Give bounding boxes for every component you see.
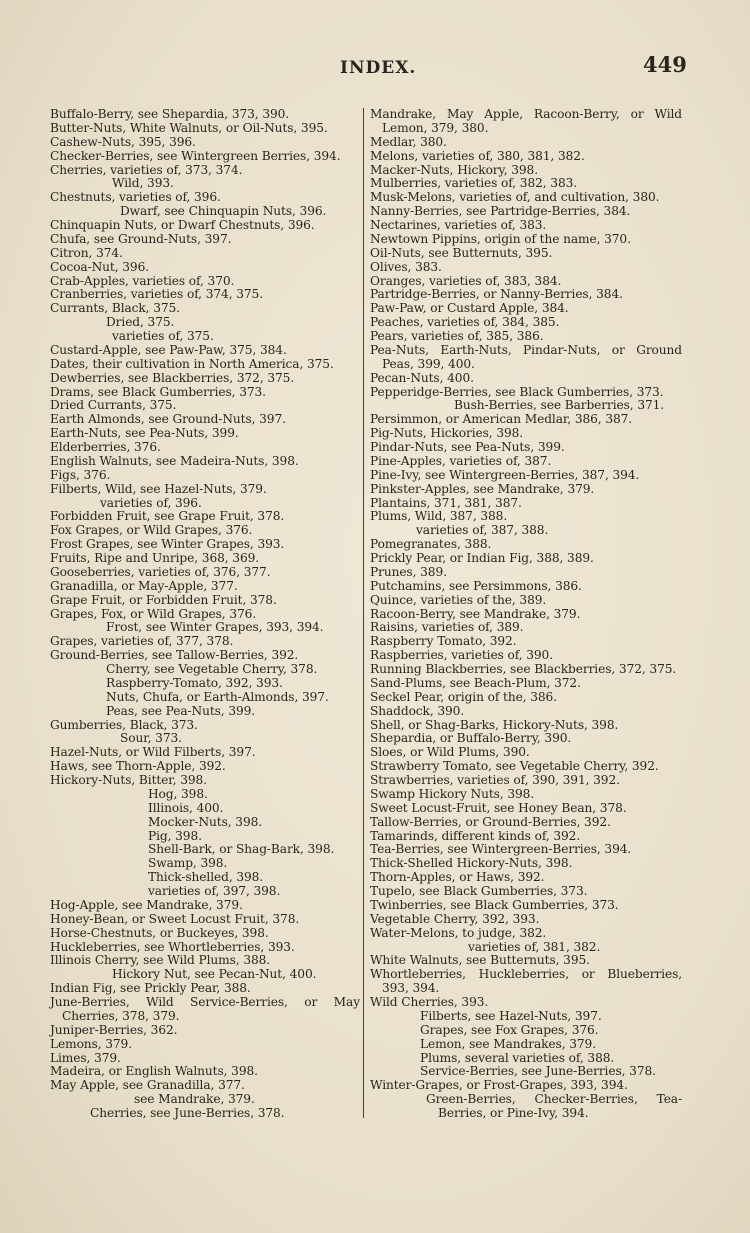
index-entry <box>370 691 682 705</box>
index-entry <box>50 177 360 191</box>
index-entry-text: Figs, 376. <box>50 467 111 482</box>
index-entry-text: Forbidden Fruit, see Grape Fruit, 378. <box>50 509 285 524</box>
index-entry-text: Pepperidge-Berries, see Black Gumberries, 373. <box>370 384 664 399</box>
index-entry <box>370 399 682 413</box>
index-entry-text: Limes, 379. <box>50 1050 121 1065</box>
index-entry <box>370 830 682 844</box>
page-number: 449 <box>643 52 687 77</box>
index-entry-text: Pinkster-Apples, see Mandrake, 379. <box>370 481 595 496</box>
column-divider <box>363 108 364 1118</box>
index-entry <box>370 469 682 483</box>
index-entry-text: June-Berries, Wild Service-Berries, or May Cherries, 378, 379. <box>50 995 360 1023</box>
index-entry <box>50 1038 360 1052</box>
index-entry <box>370 843 682 857</box>
index-entry-text: Dwarf, see Chinquapin Nuts, 396. <box>120 204 327 219</box>
index-entry <box>50 996 360 1024</box>
index-entry-text: Chinquapin Nuts, or Dwarf Chestnuts, 396. <box>50 218 315 232</box>
index-entry-text: Crab-Apples, varieties of, 370. <box>50 273 235 288</box>
index-entry <box>50 913 360 927</box>
index-entry <box>370 136 682 150</box>
index-entry <box>370 205 682 219</box>
index-entry-text: Juniper-Berries, 362. <box>50 1022 178 1037</box>
index-entry-text: Strawberry Tomato, see Vegetable Cherry, 392. <box>370 759 659 774</box>
index-entry <box>50 150 360 164</box>
index-entry <box>370 150 682 164</box>
index-entry <box>50 732 360 746</box>
index-entry <box>370 802 682 816</box>
index-entry <box>370 635 682 649</box>
index-entry-text: Olives, 383. <box>370 259 442 274</box>
index-entry <box>50 524 360 538</box>
index-entry-text: Strawberries, varieties of, 390, 391, 392. <box>370 773 620 787</box>
index-entry <box>50 899 360 913</box>
index-entry <box>50 372 360 386</box>
index-entry <box>370 164 682 178</box>
index-entry-text: Dried, 375. <box>106 315 175 330</box>
index-entry <box>50 469 360 483</box>
index-entry <box>370 510 682 524</box>
index-entry <box>50 788 360 802</box>
index-entry <box>50 233 360 247</box>
index-entry <box>370 330 682 344</box>
index-entry <box>50 510 360 524</box>
index-entry-text: Pecan-Nuts, 400. <box>370 370 474 385</box>
index-entry-text: Grapes, see Fox Grapes, 376. <box>420 1022 599 1037</box>
index-entry-text: Custard-Apple, see Paw-Paw, 375, 384. <box>50 342 287 357</box>
index-entry-text: Buffalo-Berry, see Shepardia, 373, 390. <box>50 107 290 121</box>
index-entry-text: Mocker-Nuts, 398. <box>148 814 263 829</box>
index-entry <box>50 330 360 344</box>
index-entry <box>50 441 360 455</box>
index-entry <box>370 177 682 191</box>
index-entry-text: May Apple, see Granadilla, 377. <box>50 1078 245 1093</box>
index-entry-text: Shaddock, 390. <box>370 703 465 718</box>
index-entry <box>370 413 682 427</box>
index-entry-text: Sand-Plums, see Beach-Plum, 372. <box>370 675 581 690</box>
index-entry-text: Raspberry Tomato, 392. <box>370 634 517 649</box>
index-entry-text: Nectarines, varieties of, 383. <box>370 218 547 232</box>
index-entry <box>50 566 360 580</box>
index-entry <box>50 136 360 150</box>
index-entry <box>50 427 360 441</box>
index-entry <box>370 344 682 372</box>
index-entry-text: Grapes, varieties of, 377, 378. <box>50 634 234 649</box>
index-entry-text: Putchamins, see Persimmons, 386. <box>370 578 582 593</box>
index-entry <box>50 316 360 330</box>
index-entry <box>370 1079 682 1093</box>
index-entry <box>50 621 360 635</box>
index-entry <box>50 580 360 594</box>
index-entry-text: Plantains, 371, 381, 387. <box>370 495 522 510</box>
index-entry-text: Plums, Wild, 387, 388. <box>370 509 508 524</box>
index-entry <box>50 594 360 608</box>
index-entry-text: Hog-Apple, see Mandrake, 379. <box>50 897 243 912</box>
index-entry-text: Sour, 373. <box>120 731 182 746</box>
index-entry-text: Pindar-Nuts, see Pea-Nuts, 399. <box>370 440 565 454</box>
index-entry-text: Water-Melons, to judge, 382. <box>370 925 547 940</box>
index-entry <box>50 108 360 122</box>
index-entry <box>370 316 682 330</box>
index-entry-text: Granadilla, or May-Apple, 377. <box>50 578 238 593</box>
index-entry-text: Grapes, Fox, or Wild Grapes, 376. <box>50 606 257 621</box>
index-entry <box>370 372 682 386</box>
index-entry-text: Fox Grapes, or Wild Grapes, 376. <box>50 523 253 538</box>
index-entry-text: White Walnuts, see Butternuts, 395. <box>370 953 590 968</box>
index-entry-text: Macker-Nuts, Hickory, 398. <box>370 162 538 177</box>
index-entry <box>370 108 682 136</box>
index-entry-text: Ground-Berries, see Tallow-Berries, 392. <box>50 648 299 663</box>
index-entry-text: Cherry, see Vegetable Cherry, 378. <box>106 662 318 676</box>
index-entry <box>50 982 360 996</box>
index-entry <box>370 732 682 746</box>
index-entry <box>50 816 360 830</box>
index-entry-text: Hazel-Nuts, or Wild Filberts, 397. <box>50 745 256 760</box>
index-entry-text: Nanny-Berries, see Partridge-Berries, 384. <box>370 204 631 219</box>
index-entry-text: Thorn-Apples, or Haws, 392. <box>370 870 545 885</box>
index-entry-text: Chufa, see Ground-Nuts, 397. <box>50 231 232 246</box>
index-entry <box>50 1079 360 1093</box>
index-entry-text: Winter-Grapes, or Frost-Grapes, 393, 394. <box>370 1078 628 1093</box>
index-entry-text: Tupelo, see Black Gumberries, 373. <box>370 884 588 898</box>
index-entry-text: Raspberries, varieties of, 390. <box>370 648 553 663</box>
index-entry-text: Madeira, or English Walnuts, 398. <box>50 1064 258 1079</box>
index-entry-text: Haws, see Thorn-Apple, 392. <box>50 759 226 774</box>
index-entry-text: Musk-Melons, varieties of, and cultivation, 380. <box>370 190 660 205</box>
index-entry <box>50 663 360 677</box>
index-entry-text: Pine-Ivy, see Wintergreen-Berries, 387, 394. <box>370 467 640 482</box>
index-entry <box>370 857 682 871</box>
index-entry-text: Plums, several varieties of, 388. <box>420 1050 615 1065</box>
index-entry-text: Grape Fruit, or Forbidden Fruit, 378. <box>50 592 277 607</box>
index-entry <box>370 996 682 1010</box>
index-entry-text: Horse-Chestnuts, or Buckeyes, 398. <box>50 925 269 940</box>
index-entry <box>50 1093 360 1107</box>
index-entry <box>50 164 360 178</box>
index-entry-text: Pig-Nuts, Hickories, 398. <box>370 426 524 441</box>
index-entry-text: Honey-Bean, or Sweet Locust Fruit, 378. <box>50 911 300 926</box>
index-column-left <box>50 108 360 1121</box>
index-entry <box>370 441 682 455</box>
index-entry <box>370 760 682 774</box>
index-entry <box>370 885 682 899</box>
index-entry-text: Frost Grapes, see Winter Grapes, 393. <box>50 537 285 552</box>
index-entry <box>50 968 360 982</box>
index-entry-text: Nuts, Chufa, or Earth-Almonds, 397. <box>106 689 329 704</box>
index-entry <box>370 566 682 580</box>
index-entry <box>50 191 360 205</box>
index-entry-text: Melons, varieties of, 380, 381, 382. <box>370 148 585 163</box>
index-entry-text: Oranges, varieties of, 383, 384. <box>370 273 562 288</box>
index-entry <box>370 275 682 289</box>
index-entry-text: Twinberries, see Black Gumberries, 373. <box>370 897 619 912</box>
index-entry <box>50 635 360 649</box>
index-entry-text: Newtown Pippins, origin of the name, 370. <box>370 231 631 246</box>
index-entry <box>50 774 360 788</box>
index-entry-text: Service-Berries, see June-Berries, 378. <box>420 1064 656 1079</box>
index-entry <box>370 594 682 608</box>
index-entry-text: Medlar, 380. <box>370 134 447 149</box>
index-entry <box>50 302 360 316</box>
index-entry <box>370 261 682 275</box>
index-entry <box>370 1024 682 1038</box>
index-entry-text: varieties of, 387, 388. <box>416 523 549 538</box>
index-entry-text: Persimmon, or American Medlar, 386, 387. <box>370 412 633 427</box>
index-entry <box>370 386 682 400</box>
index-entry-text: Pears, varieties of, 385, 386. <box>370 329 544 343</box>
index-entry <box>370 1065 682 1079</box>
index-entry <box>50 399 360 413</box>
index-entry-text: Cashew-Nuts, 395, 396. <box>50 134 196 149</box>
index-entry-text: Mulberries, varieties of, 382, 383. <box>370 176 578 191</box>
index-entry <box>50 857 360 871</box>
index-entry <box>50 344 360 358</box>
index-entry-text: Citron, 374. <box>50 245 123 260</box>
index-entry <box>370 233 682 247</box>
index-entry-text: Pine-Apples, varieties of, 387. <box>370 453 552 468</box>
index-entry-text: varieties of, 381, 382. <box>468 939 601 954</box>
index-entry <box>370 247 682 261</box>
index-entry-text: Sloes, or Wild Plums, 390. <box>370 745 530 760</box>
index-entry <box>370 1038 682 1052</box>
index-entry <box>370 913 682 927</box>
index-entry-text: Hickory Nut, see Pecan-Nut, 400. <box>112 967 317 982</box>
index-entry-text: Cocoa-Nut, 396. <box>50 259 150 274</box>
index-entry <box>370 649 682 663</box>
index-entry-text: Sweet Locust-Fruit, see Honey Bean, 378. <box>370 800 627 815</box>
index-entry <box>370 1010 682 1024</box>
index-entry-text: Paw-Paw, or Custard Apple, 384. <box>370 301 569 316</box>
index-entry <box>370 941 682 955</box>
index-entry <box>50 358 360 372</box>
index-entry <box>50 386 360 400</box>
index-entry-text: Dried Currants, 375. <box>50 398 177 413</box>
index-entry <box>50 483 360 497</box>
index-entry <box>50 705 360 719</box>
index-entry <box>50 760 360 774</box>
index-entry <box>370 219 682 233</box>
index-entry-text: Swamp Hickory Nuts, 398. <box>370 786 535 801</box>
index-entry-text: Vegetable Cherry, 392, 393. <box>370 911 540 926</box>
index-entry <box>370 455 682 469</box>
index-entry <box>50 1052 360 1066</box>
index-entry-text: Filberts, Wild, see Hazel-Nuts, 379. <box>50 481 267 496</box>
index-entry <box>370 288 682 302</box>
index-entry <box>370 899 682 913</box>
index-entry-text: Wild, 393. <box>112 176 174 191</box>
index-entry <box>370 954 682 968</box>
index-entry-text: Quince, varieties of the, 389. <box>370 592 547 607</box>
index-entry <box>370 538 682 552</box>
index-entry <box>50 802 360 816</box>
index-entry <box>50 608 360 622</box>
index-entry-text: Cherries, varieties of, 373, 374. <box>50 162 243 177</box>
index-entry-text: Oil-Nuts, see Butternuts, 395. <box>370 245 553 260</box>
index-entry <box>370 816 682 830</box>
index-entry <box>50 746 360 760</box>
index-entry-text: Cherries, see June-Berries, 378. <box>90 1106 285 1120</box>
index-entry-text: varieties of, 375. <box>112 329 214 343</box>
index-entry-text: Thick-Shelled Hickory-Nuts, 398. <box>370 856 573 871</box>
index-entry-text: Seckel Pear, origin of the, 386. <box>370 689 557 704</box>
index-entry-text: Gumberries, Black, 373. <box>50 717 198 732</box>
index-entry <box>50 275 360 289</box>
index-entry <box>50 885 360 899</box>
index-entry <box>50 1065 360 1079</box>
index-entry <box>370 524 682 538</box>
index-entry <box>370 663 682 677</box>
index-entry <box>50 677 360 691</box>
index-entry-text: Green-Berries, Checker-Berries, Tea-Berries, or Pine-Ivy, 394. <box>426 1092 682 1120</box>
index-entry <box>370 608 682 622</box>
index-entry-text: Hickory-Nuts, Bitter, 398. <box>50 773 207 787</box>
index-column-right <box>370 108 682 1121</box>
index-entry <box>370 788 682 802</box>
index-entry-text: Partridge-Berries, or Nanny-Berries, 384. <box>370 287 623 302</box>
index-entry <box>370 1093 682 1121</box>
index-entry <box>370 1052 682 1066</box>
index-entry-text: Earth Almonds, see Ground-Nuts, 397. <box>50 412 286 427</box>
index-entry-text: varieties of, 396. <box>100 495 202 510</box>
index-entry-text: Drams, see Black Gumberries, 373. <box>50 384 266 399</box>
index-entry <box>50 927 360 941</box>
index-entry-text: Huckleberries, see Whortleberries, 393. <box>50 939 295 954</box>
index-entry <box>50 830 360 844</box>
index-entry-text: Filberts, see Hazel-Nuts, 397. <box>420 1008 602 1023</box>
index-entry <box>50 261 360 275</box>
index-entry-text: Cranberries, varieties of, 374, 375. <box>50 287 263 302</box>
index-entry <box>50 455 360 469</box>
index-entry-text: Pig, 398. <box>148 828 202 843</box>
index-entry <box>50 1107 360 1121</box>
index-entry-text: Butter-Nuts, White Walnuts, or Oil-Nuts, 395. <box>50 120 328 135</box>
index-entry <box>370 621 682 635</box>
index-entry-text: Hog, 398. <box>148 786 208 801</box>
index-entry-text: Wild Cherries, 393. <box>370 995 489 1009</box>
index-entry <box>50 649 360 663</box>
index-entry-text: Raspberry-Tomato, 392, 393. <box>106 675 283 690</box>
index-entry-text: Prunes, 389. <box>370 564 447 579</box>
index-entry <box>370 871 682 885</box>
index-entry-text: Shell, or Shag-Barks, Hickory-Nuts, 398. <box>370 717 619 732</box>
index-entry <box>370 552 682 566</box>
index-entry <box>370 427 682 441</box>
index-entry-text: Racoon-Berry, see Mandrake, 379. <box>370 606 581 621</box>
index-entry-text: Shell-Bark, or Shag-Bark, 398. <box>148 842 335 857</box>
index-entry-text: Lemon, see Mandrakes, 379. <box>420 1036 596 1051</box>
index-entry-text: Tea-Berries, see Wintergreen-Berries, 394. <box>370 842 632 857</box>
index-entry-text: Checker-Berries, see Wintergreen Berries, 394. <box>50 148 341 163</box>
index-entry-text: Shepardia, or Buffalo-Berry, 390. <box>370 731 572 746</box>
index-entry <box>370 580 682 594</box>
index-entry <box>50 871 360 885</box>
index-entry <box>50 205 360 219</box>
index-entry-text: English Walnuts, see Madeira-Nuts, 398. <box>50 453 299 468</box>
index-entry-text: Currants, Black, 375. <box>50 301 180 316</box>
index-entry <box>50 691 360 705</box>
index-entry-text: Raisins, varieties of, 389. <box>370 620 524 635</box>
index-entry-text: Tallow-Berries, or Ground-Berries, 392. <box>370 814 611 829</box>
index-entry-text: Thick-shelled, 398. <box>148 870 264 885</box>
index-entry <box>50 1024 360 1038</box>
index-entry <box>50 941 360 955</box>
index-entry-text: Fruits, Ripe and Unripe, 368, 369. <box>50 551 260 565</box>
index-entry <box>370 191 682 205</box>
index-entry <box>50 719 360 733</box>
index-entry-text: Dates, their cultivation in North America, 375. <box>50 356 334 371</box>
index-entry-text: varieties of, 397, 398. <box>148 884 281 898</box>
index-entry <box>50 219 360 233</box>
running-header: INDEX. <box>340 58 417 78</box>
index-entry <box>370 302 682 316</box>
index-entry <box>370 927 682 941</box>
index-entry <box>370 497 682 511</box>
index-entry-text: Running Blackberries, see Blackberries, 372, 375. <box>370 662 677 676</box>
index-entry-text: Dewberries, see Blackberries, 372, 375. <box>50 370 295 385</box>
index-entry <box>50 122 360 136</box>
index-entry-text: Bush-Berries, see Barberries, 371. <box>454 398 665 413</box>
index-entry-text: Lemons, 379. <box>50 1036 132 1051</box>
index-entry-text: Tamarinds, different kinds of, 392. <box>370 828 581 843</box>
index-entry-text: Peaches, varieties of, 384, 385. <box>370 315 560 330</box>
index-entry <box>370 677 682 691</box>
index-entry <box>50 843 360 857</box>
index-entry-text: Earth-Nuts, see Pea-Nuts, 399. <box>50 426 239 441</box>
index-entry <box>370 774 682 788</box>
index-entry <box>50 497 360 511</box>
index-entry-text: Prickly Pear, or Indian Fig, 388, 389. <box>370 551 594 565</box>
index-entry <box>370 483 682 497</box>
index-entry-text: Peas, see Pea-Nuts, 399. <box>106 703 256 718</box>
index-entry-text: Pomegranates, 388. <box>370 537 492 552</box>
index-entry-text: Whortleberries, Huckleberries, or Blueberries, 393, 394. <box>370 967 682 996</box>
index-entry <box>50 954 360 968</box>
index-entry <box>370 968 682 996</box>
index-entry-text: see Mandrake, 379. <box>134 1092 255 1107</box>
index-entry <box>50 247 360 261</box>
index-entry-text: Gooseberries, varieties of, 376, 377. <box>50 564 271 579</box>
index-entry-text: Swamp, 398. <box>148 856 228 871</box>
index-entry <box>50 552 360 566</box>
index-entry-text: Frost, see Winter Grapes, 393, 394. <box>106 620 324 635</box>
index-entry <box>370 705 682 719</box>
index-entry-text: Elderberries, 376. <box>50 440 161 454</box>
index-entry <box>50 288 360 302</box>
index-entry <box>50 413 360 427</box>
index-entry <box>370 746 682 760</box>
index-entry-text: Indian Fig, see Prickly Pear, 388. <box>50 981 251 996</box>
index-entry-text: Illinois, 400. <box>148 800 224 815</box>
index-entry-text: Mandrake, May Apple, Racoon-Berry, or Wild Lemon, 379, 380. <box>370 107 682 135</box>
index-entry-text: Illinois Cherry, see Wild Plums, 388. <box>50 953 271 968</box>
index-entry <box>50 538 360 552</box>
index-entry-text: Pea-Nuts, Earth-Nuts, Pindar-Nuts, or Ground Peas, 399, 400. <box>370 342 682 371</box>
index-entry <box>370 719 682 733</box>
index-entry-text: Chestnuts, varieties of, 396. <box>50 190 221 205</box>
